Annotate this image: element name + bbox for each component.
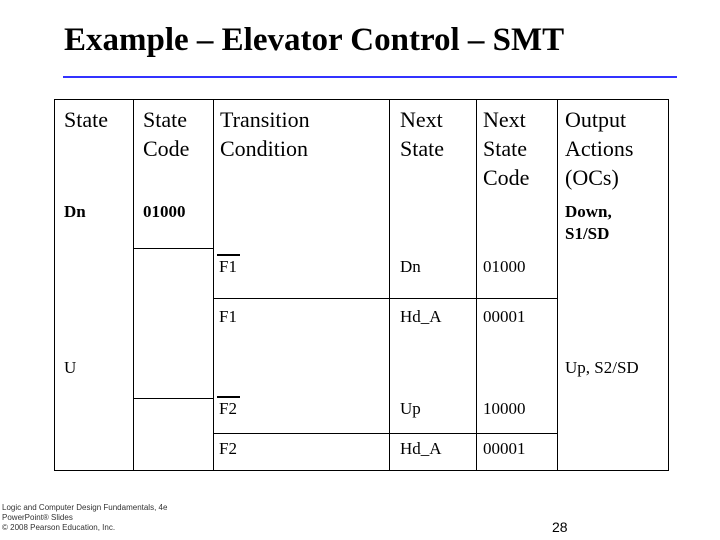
- header-next-state-code-line2: State: [483, 136, 527, 161]
- state-u: U: [64, 358, 77, 377]
- slide-title: Example – Elevator Control – SMT: [64, 22, 565, 58]
- next-state-u-2: Hd_A: [400, 439, 442, 458]
- row-divider-c: [133, 398, 213, 399]
- output-dn-line2: S1/SD: [565, 224, 610, 243]
- col-divider-5: [557, 100, 558, 471]
- header-next-state-line1: Next: [400, 107, 443, 132]
- condition-dn-f1: F1: [219, 307, 237, 326]
- header-output-line1: Output: [565, 107, 627, 132]
- next-state-u-1: Up: [400, 399, 421, 418]
- next-state-dn-2: Hd_A: [400, 307, 442, 326]
- header-transition-line1: Transition: [220, 107, 310, 132]
- next-code-u-1: 10000: [483, 399, 526, 418]
- output-dn-line1: Down,: [565, 202, 612, 221]
- footer-slides: PowerPoint® Slides: [2, 513, 73, 522]
- title-underline: [63, 76, 677, 78]
- condition-u-f2: F2: [219, 439, 237, 458]
- header-transition-line2: Condition: [220, 136, 309, 161]
- col-divider-2: [213, 100, 214, 471]
- state-machine-table: [54, 99, 669, 471]
- header-state: State: [64, 107, 108, 132]
- header-next-state-line2: State: [400, 136, 444, 161]
- page-number: 28: [552, 519, 568, 535]
- header-output-line3: (OCs): [565, 165, 619, 190]
- condition-u-not-f2: F2: [219, 399, 237, 418]
- slide-footer: [2, 503, 167, 533]
- next-code-dn-1: 01000: [483, 257, 526, 276]
- col-divider-1: [133, 100, 134, 471]
- footer-copyright: © 2008 Pearson Education, Inc.: [2, 523, 116, 532]
- col-divider-3: [389, 100, 390, 471]
- row-divider-b: [213, 298, 557, 299]
- output-u: Up, S2/SD: [565, 358, 639, 377]
- header-next-state-code-line3: Code: [483, 165, 530, 190]
- footer-book-title: Logic and Computer Design Fundamentals, 4e: [2, 503, 168, 512]
- state-code-dn: 01000: [143, 202, 186, 221]
- row-divider-a: [133, 248, 213, 249]
- col-divider-4: [476, 100, 477, 471]
- row-divider-d: [213, 433, 557, 434]
- condition-dn-not-f1: F1: [219, 257, 237, 276]
- next-state-dn-1: Dn: [400, 257, 421, 276]
- next-code-u-2: 00001: [483, 439, 526, 458]
- header-output-line2: Actions: [565, 136, 634, 161]
- state-dn: Dn: [64, 202, 86, 221]
- header-state-code-line1: State: [143, 107, 187, 132]
- header-next-state-code-line1: Next: [483, 107, 526, 132]
- next-code-dn-2: 00001: [483, 307, 526, 326]
- header-state-code-line2: Code: [143, 136, 190, 161]
